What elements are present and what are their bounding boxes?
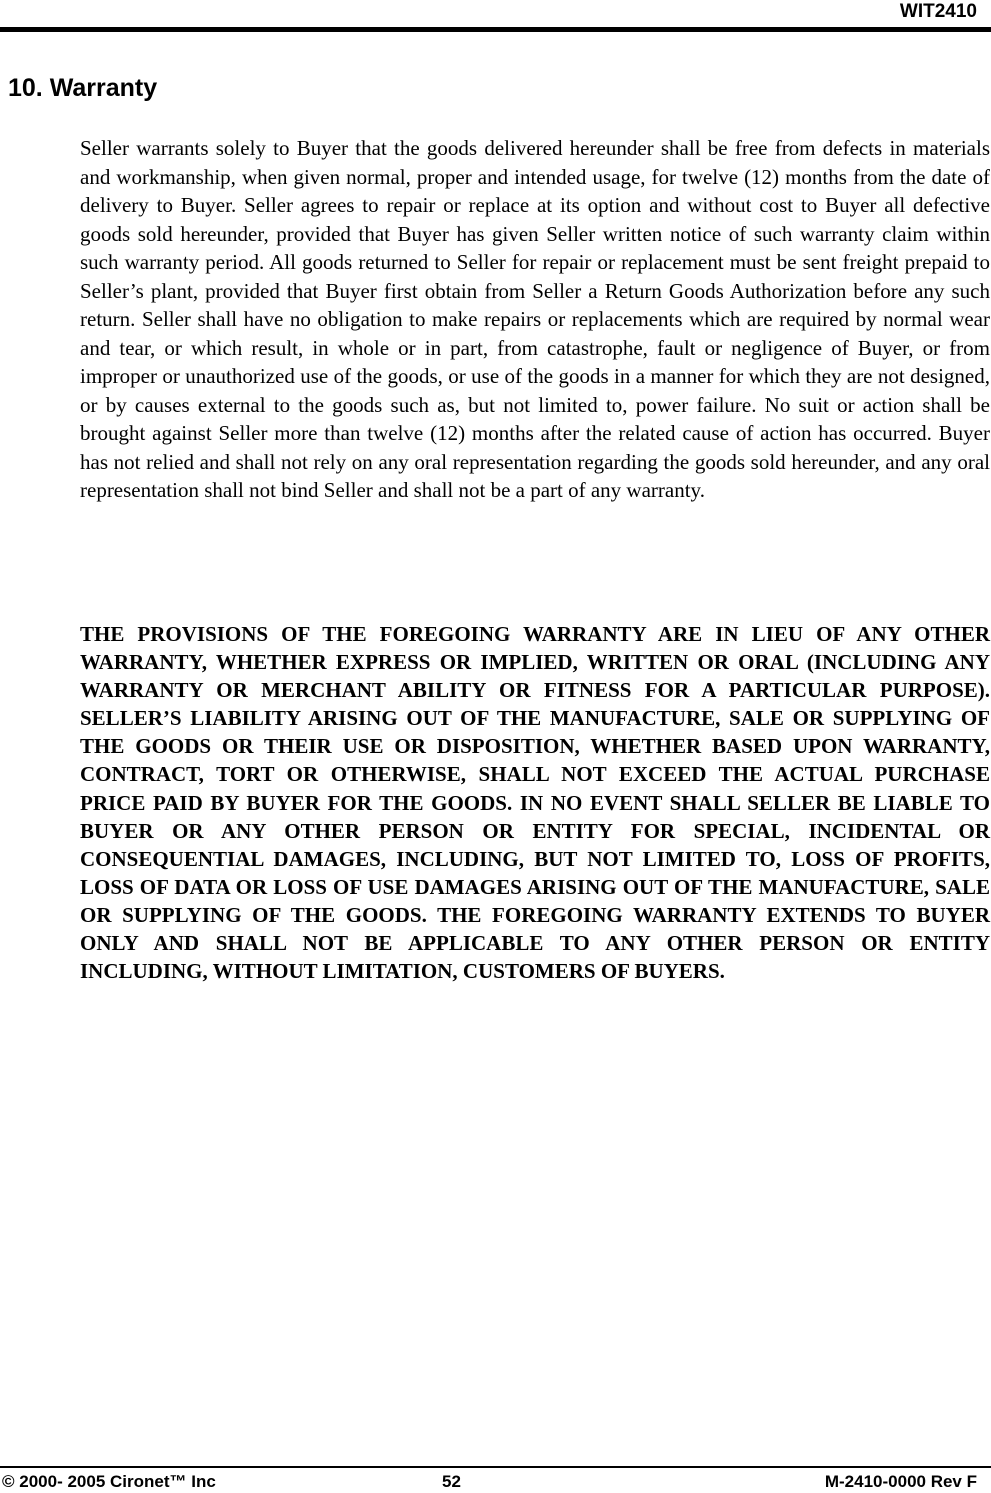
section-heading: 10. Warranty: [8, 74, 158, 102]
page-footer: [0, 1471, 991, 1493]
footer-doc-number: M-2410-0000 Rev F: [824, 1472, 977, 1491]
header-rule: [0, 27, 991, 32]
header-doc-id: WIT2410: [899, 1, 977, 22]
footer-copyright: © 2000- 2005 Cironet™ Inc: [2, 1472, 216, 1491]
warranty-disclaimer: THE PROVISIONS OF THE FOREGOING WARRANTY ARE IN LIEU OF ANY OTHER WARRANTY, WHETHER EXPRESS OR IMPLIED, WRITTEN OR ORAL (INCLUDING ANY WARRANTY OR MERCHANT ABILITY OR FITNESS FOR A PARTICULAR PURPOSE). SELLER’S LIABILITY ARISING OUT OF THE MANUFACTURE, SALE OR SUPPLYING OF THE GOODS OR THEIR USE OR DISPOSITION, WHETHER BASED UPON WARRANTY, CONTRACT, TORT OR OTHERWISE, SHALL NOT EXCEED THE ACTUAL PURCHASE PRICE PAID BY BUYER FOR THE GOODS. IN NO EVENT SHALL SELLER BE LIABLE TO BUYER OR ANY OTHER PERSON OR ENTITY FOR SPECIAL, INCIDENTAL OR CONSEQUENTIAL DAMAGES, INCLUDING, BUT NOT LIMITED TO, LOSS OF PROFITS, LOSS OF DATA OR LOSS OF USE DAMAGES ARISING OUT OF THE MANUFACTURE, SALE OR SUPPLYING OF THE GOODS. THE FOREGOING WARRANTY EXTENDS TO BUYER ONLY AND SHALL NOT BE APPLICABLE TO ANY OTHER PERSON OR ENTITY INCLUDING, WITHOUT LIMITATION, CUSTOMERS OF BUYERS.: [80, 622, 990, 984]
footer-rule: [0, 1466, 991, 1468]
footer-page-number: 52: [442, 1472, 461, 1491]
warranty-paragraph: Seller warrants solely to Buyer that the goods delivered hereunder shall be free from defects in materials and workmanship, when given normal, proper and intended usage, for twelve (12) months from the date of delivery to Buyer. Seller agrees to repair or replace at its option and without cost to Buyer all defective goods sold hereunder, provided that Buyer has given Seller written notice of such warranty claim within such warranty period. All goods returned to Seller for repair or replacement must be sent freight prepaid to Seller’s plant, provided that Buyer first obtain from Seller a Return Goods Authorization before any such return. Seller shall have no obligation to make repairs or replacements which are required by normal wear and tear, or which result, in whole or in part, from catastrophe, fault or negligence of Buyer, or from improper or unauthorized use of the goods, or use of the goods in a manner for which they are not designed, or by causes external to the goods such as, but not limited to, power failure. No suit or action shall be brought against Seller more than twelve (12) months after the related cause of action has occurred. Buyer has not relied and shall not rely on any oral representation regarding the goods sold hereunder, and any oral representation shall not bind Seller and shall not be a part of any warranty.: [80, 136, 990, 502]
